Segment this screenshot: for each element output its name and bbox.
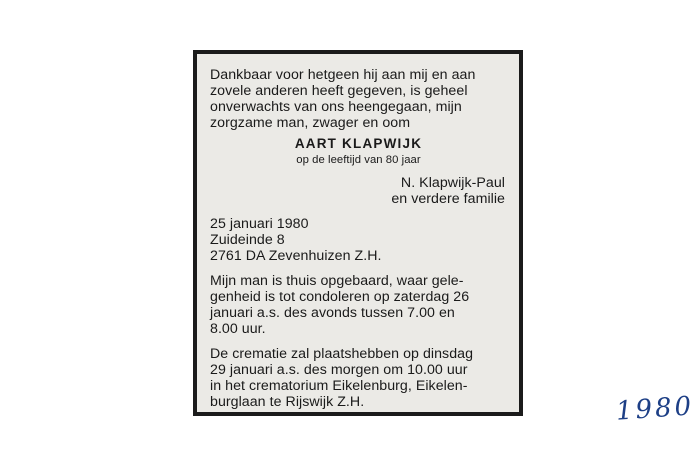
intro-line: onverwachts van ons heengegaan, mijn xyxy=(210,99,462,115)
intro-line: zovele anderen heeft gegeven, is geheel xyxy=(210,83,468,99)
intro-paragraph xyxy=(210,67,507,131)
cremation-line: 29 januari a.s. des morgen om 10.00 uur xyxy=(210,362,468,378)
signer-line: N. Klapwijk-Paul xyxy=(400,175,505,191)
viewing-line: Mijn man is thuis opgebaard, waar gele- xyxy=(210,273,464,289)
death-notice xyxy=(193,50,523,416)
notice-date: 25 januari 1980 xyxy=(210,216,309,232)
cremation-line: in het crematorium Eikelenburg, Eikelen- xyxy=(210,378,468,394)
date-and-address xyxy=(210,216,507,264)
address-line: 2761 DA Zevenhuizen Z.H. xyxy=(210,248,382,264)
notice-content xyxy=(210,67,507,410)
cremation-line: burglaan te Rijswijk Z.H. xyxy=(210,394,365,410)
cremation-line: De crematie zal plaatshebben op dinsdag xyxy=(210,346,474,362)
viewing-line: genheid is tot condoleren op zaterdag 26 xyxy=(210,289,470,305)
intro-line: zorgzame man, zwager en oom xyxy=(210,115,411,131)
viewing-line: 8.00 uur. xyxy=(210,321,266,337)
signer-line: en verdere familie xyxy=(391,191,505,207)
viewing-line: januari a.s. des avonds tussen 7.00 en xyxy=(210,305,455,321)
deceased-name: AART KLAPWIJK xyxy=(294,136,423,151)
viewing-paragraph xyxy=(210,273,507,337)
intro-line: Dankbaar voor hetgeen hij aan mij en aan xyxy=(210,67,476,83)
handwritten-year: 1980 xyxy=(615,391,696,427)
signers xyxy=(210,175,507,207)
cremation-paragraph xyxy=(210,346,507,410)
age-line: op de leeftijd van 80 jaar xyxy=(296,154,421,166)
address-line: Zuideinde 8 xyxy=(210,232,285,248)
